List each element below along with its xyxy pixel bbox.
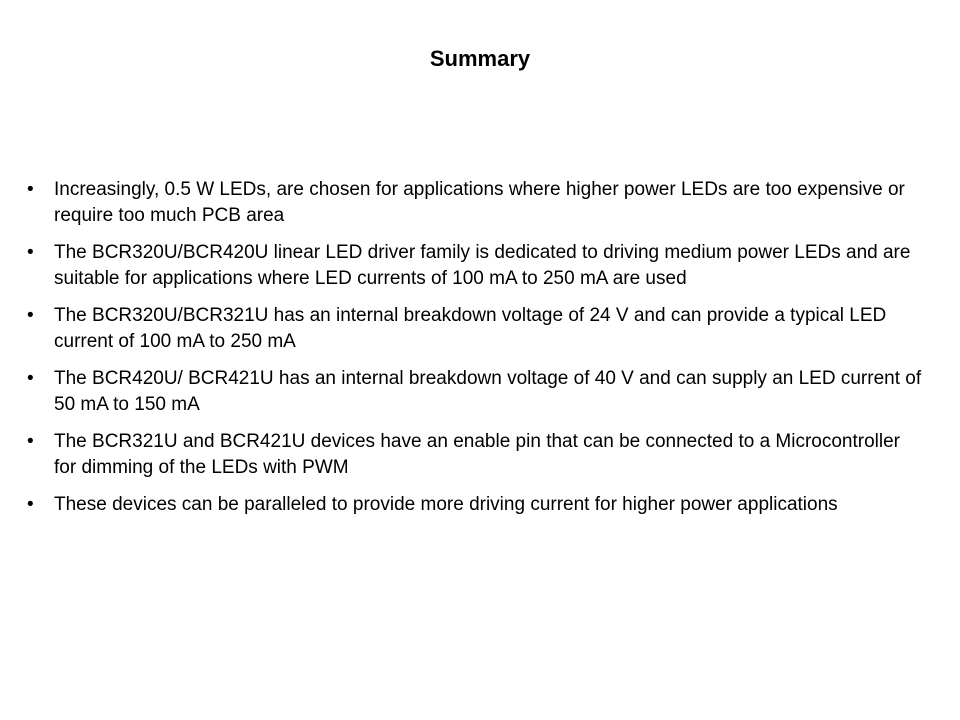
slide-title: Summary (429, 46, 531, 71)
bullet-item (27, 303, 927, 355)
bullet-item (27, 366, 927, 418)
bullet-icon: • (27, 494, 34, 515)
bullet-text: Increasingly, 0.5 W LEDs, are chosen for applications where higher power LEDs are too expensive or require too much PCB area (54, 179, 905, 226)
bullet-icon: • (27, 368, 34, 389)
bullet-item (27, 240, 927, 292)
bullet-item (27, 492, 927, 518)
bullet-icon: • (27, 242, 34, 263)
bullet-text: The BCR321U and BCR421U devices have an enable pin that can be connected to a Microcontroller for dimming of the LEDs with PWM (54, 431, 901, 478)
bullet-icon: • (27, 431, 34, 452)
bullet-list (27, 177, 927, 529)
bullet-icon: • (27, 305, 34, 326)
bullet-text: These devices can be paralleled to provide more driving current for higher power applications (54, 494, 838, 515)
bullet-item (27, 429, 927, 481)
bullet-text: The BCR320U/BCR321U has an internal breakdown voltage of 24 V and can provide a typical LED current of 100 mA to 250 mA (54, 305, 887, 352)
bullet-text: The BCR420U/ BCR421U has an internal breakdown voltage of 40 V and can supply an LED current of 50 mA to 150 mA (54, 368, 922, 415)
bullet-icon: • (27, 179, 34, 200)
bullet-item (27, 177, 927, 229)
bullet-text: The BCR320U/BCR420U linear LED driver family is dedicated to driving medium power LEDs and are suitable for applications where LED currents of 100 mA to 250 mA are used (54, 242, 911, 289)
